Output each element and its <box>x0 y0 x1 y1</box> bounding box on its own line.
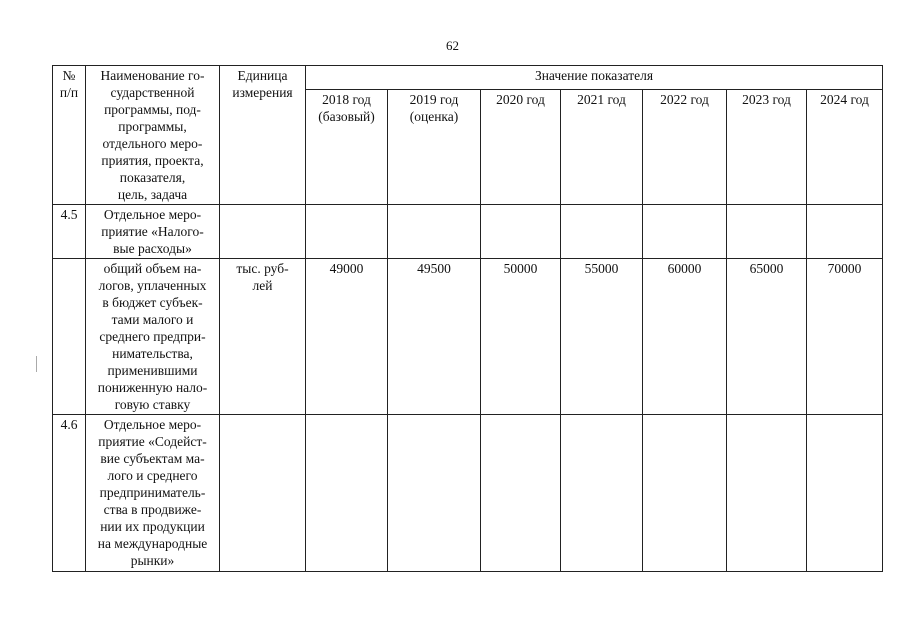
page-number: 62 <box>446 38 459 53</box>
row-value: 49000 <box>306 259 388 415</box>
row-unit <box>220 205 306 259</box>
row-value: 55000 <box>561 259 643 415</box>
row-unit <box>220 415 306 572</box>
row-value <box>807 205 883 259</box>
row-number <box>53 259 86 415</box>
header-col-name: Наименование го- сударственной программы, под- программы, отдельного меро- приятия, проекта, показателя, цель, задача <box>86 66 220 205</box>
table-row <box>53 259 883 415</box>
row-value <box>481 415 561 572</box>
row-value <box>643 415 727 572</box>
row-value <box>643 205 727 259</box>
row-value <box>306 415 388 572</box>
header-year: 2024 год <box>807 90 883 205</box>
header-col-value: Значение показателя <box>306 66 883 90</box>
row-number: 4.6 <box>53 415 86 572</box>
header-year: 2021 год <box>561 90 643 205</box>
header-year: 2022 год <box>643 90 727 205</box>
header-row-1 <box>53 66 883 90</box>
row-value <box>481 205 561 259</box>
header-year: 2019 год (оценка) <box>388 90 481 205</box>
header-col-unit: Единица измерения <box>220 66 306 205</box>
row-name: Отдельное меро- приятие «Налого- вые расходы» <box>86 205 220 259</box>
row-value <box>561 415 643 572</box>
row-value <box>306 205 388 259</box>
header-year: 2018 год (базовый) <box>306 90 388 205</box>
row-number: 4.5 <box>53 205 86 259</box>
table-row <box>53 205 883 259</box>
header-year: 2020 год <box>481 90 561 205</box>
indicator-table <box>52 65 883 572</box>
row-value <box>727 415 807 572</box>
table-row <box>53 415 883 572</box>
row-unit: тыс. руб- лей <box>220 259 306 415</box>
row-value: 49500 <box>388 259 481 415</box>
row-value: 50000 <box>481 259 561 415</box>
row-value <box>807 415 883 572</box>
header-col-number: № п/п <box>53 66 86 205</box>
row-name: Отдельное меро- приятие «Содейст- вие субъектам ма- лого и среднего предприниматель- ства в продвиже- нии их продукции на международные рынки» <box>86 415 220 572</box>
row-value <box>388 205 481 259</box>
header-year: 2023 год <box>727 90 807 205</box>
row-value: 70000 <box>807 259 883 415</box>
row-value <box>561 205 643 259</box>
row-name: общий объем на- логов, уплаченных в бюджет субъек- тами малого и среднего предпри- нимательства, применившими пониженную нало- говую ставку <box>86 259 220 415</box>
row-value: 65000 <box>727 259 807 415</box>
margin-mark <box>36 356 37 372</box>
row-value: 60000 <box>643 259 727 415</box>
row-value <box>727 205 807 259</box>
row-value <box>388 415 481 572</box>
